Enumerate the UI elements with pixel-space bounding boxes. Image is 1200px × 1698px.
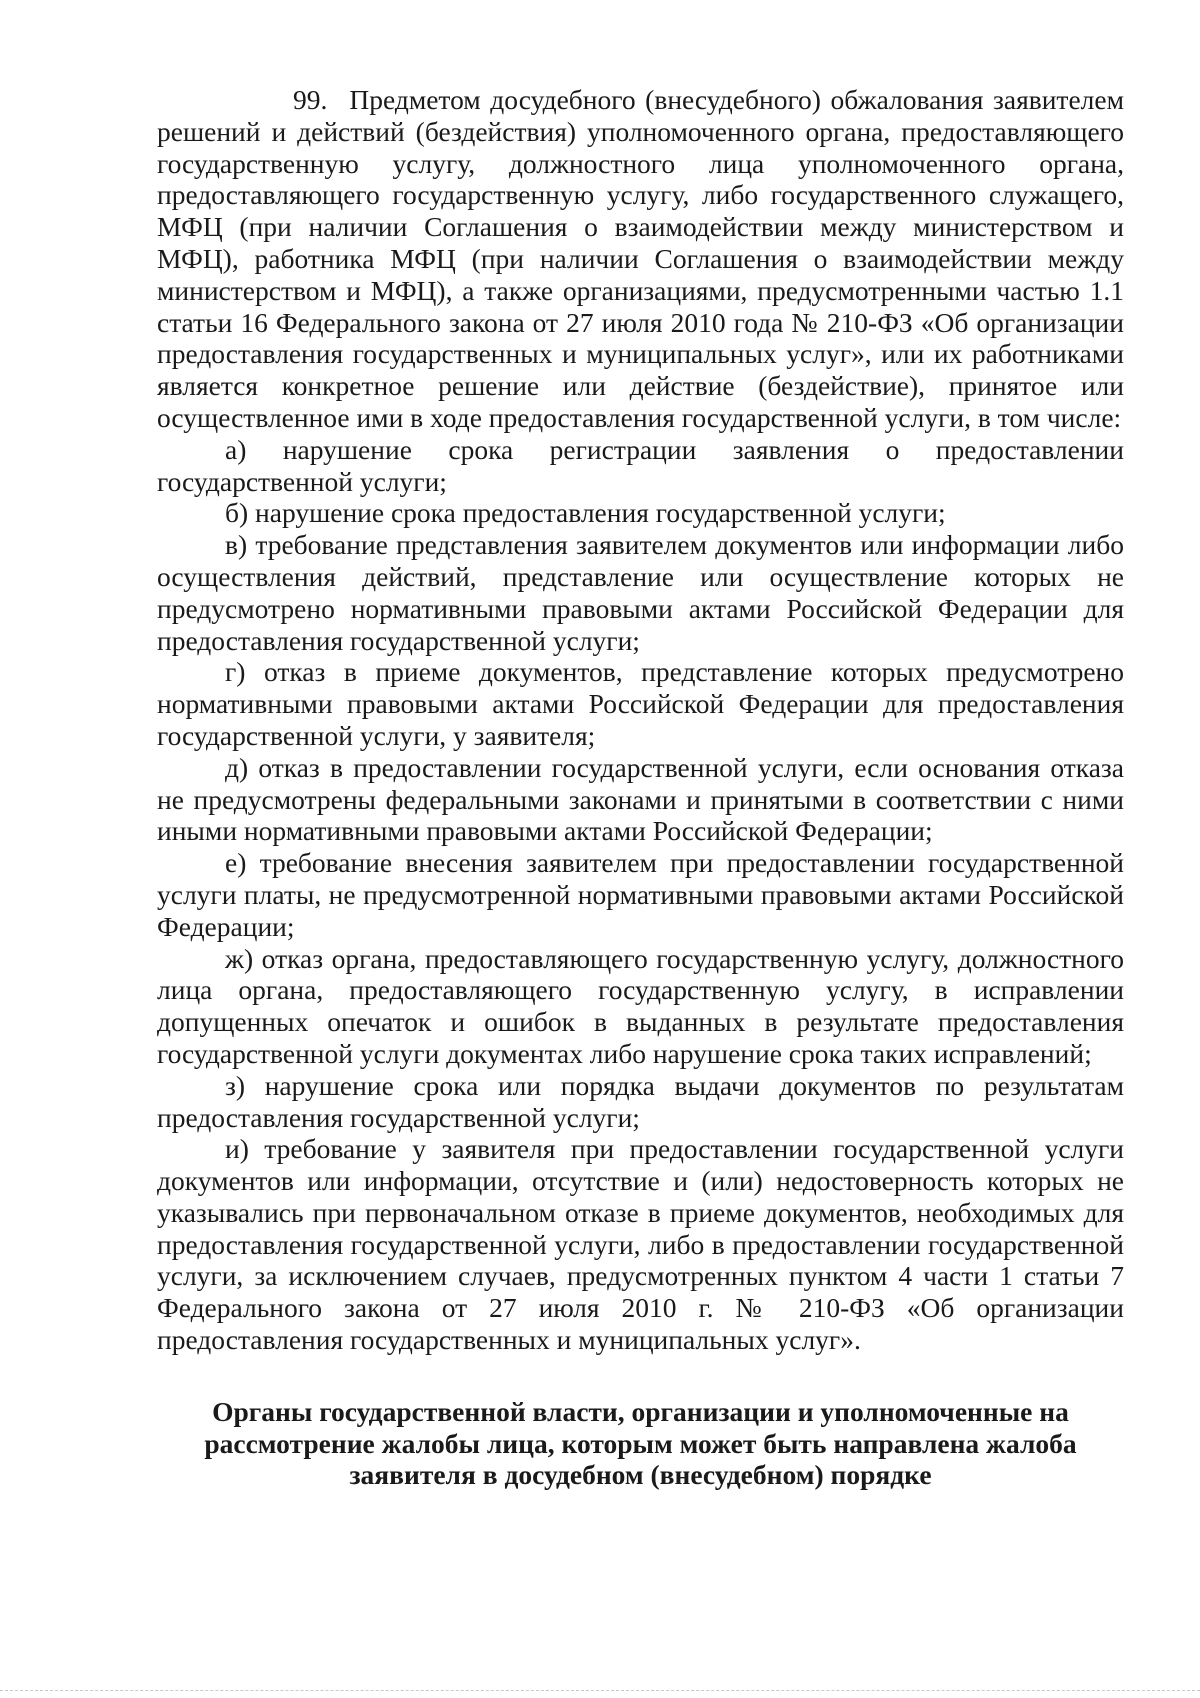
section-heading-line: Органы государственной власти, организации и уполномоченные на — [212, 1395, 1069, 1427]
list-item-zh: ж) отказ органа, предоставляющего государственную услугу, должностного лица органа, предоставляющего государственную услугу, в исправлении допущенных опечаток и ошибок в выданных в результате предоставления государственной услуги документах либо нарушение срока таких исправлений; — [157, 942, 1124, 1069]
list-item-i: и) требование у заявителя при предоставлении государственной услуги документов или информации, отсутствие и (или) недостоверность которых не указывались при первоначальном отказе в приеме документов, необходимых для предоставления государственной услуги, либо в предоставлении государственной услуги, за исключением случаев, предусмотренных пунктом 4 части 1 статьи 7 Федерального закона от 27 июля 2010 г. № 210-ФЗ «Об организации предоставления государственных и муниципальных услуг». — [157, 1133, 1124, 1356]
list-item-a: а) нарушение срока регистрации заявления о предоставлении государственной услуги; — [157, 433, 1124, 497]
list-item-g: г) отказ в приеме документов, представление которых предусмотрено нормативными правовыми актами Российской Федерации для предоставления государственной услуги, у заявителя; — [157, 656, 1124, 751]
list-item-b: б) нарушение срока предоставления государственной услуги; — [225, 497, 946, 529]
paragraph-99 — [157, 84, 1124, 434]
document-page — [157, 84, 1124, 1491]
section-heading — [157, 1396, 1124, 1491]
section-heading-line: заявителя в досудебном (внесудебном) порядке — [349, 1459, 932, 1491]
list-item-z: з) нарушение срока или порядка выдачи документов по результатам предоставления государственной услуги; — [157, 1069, 1124, 1133]
paragraph-text: Предметом досудебного (внесудебного) обжалования заявителем решений и действий (бездействия) уполномоченного органа, предоставляющего государственную услугу, должностного лица уполномоченного органа, предоставляющего государственную услугу, либо государственного служащего, МФЦ (при наличии Соглашения о взаимодействии между министерством и МФЦ), работника МФЦ (при наличии Соглашения о взаимодействии между министерством и МФЦ), а также организациями, предусмотренными частью 1.1 статьи 16 Федерального закона от 27 июля 2010 года № 210-ФЗ «Об организации предоставления государственных и муниципальных услуг», или их работниками является конкретное решение или действие (бездействие), принятое или осуществленное ими в ходе предоставления государственной услуги, в том числе: — [157, 84, 1124, 433]
section-heading-line: рассмотрение жалобы лица, которым может быть направлена жалоба — [204, 1427, 1077, 1459]
list-item-v: в) требование представления заявителем документов или информации либо осуществления действий, представление или осуществление которых не предусмотрено нормативными правовыми актами Российской Федерации для предоставления государственной услуги; — [157, 529, 1124, 656]
list-item-e: е) требование внесения заявителем при предоставлении государственной услуги платы, не предусмотренной нормативными правовыми актами Российской Федерации; — [157, 847, 1124, 942]
list-item-d: д) отказ в предоставлении государственной услуги, если основания отказа не предусмотрены федеральными законами и принятыми в соответствии с ними иными нормативными правовыми актами Российской Федерации; — [157, 751, 1124, 847]
scan-bottom-edge — [0, 1690, 1200, 1691]
paragraph-number: 99. — [293, 84, 328, 115]
